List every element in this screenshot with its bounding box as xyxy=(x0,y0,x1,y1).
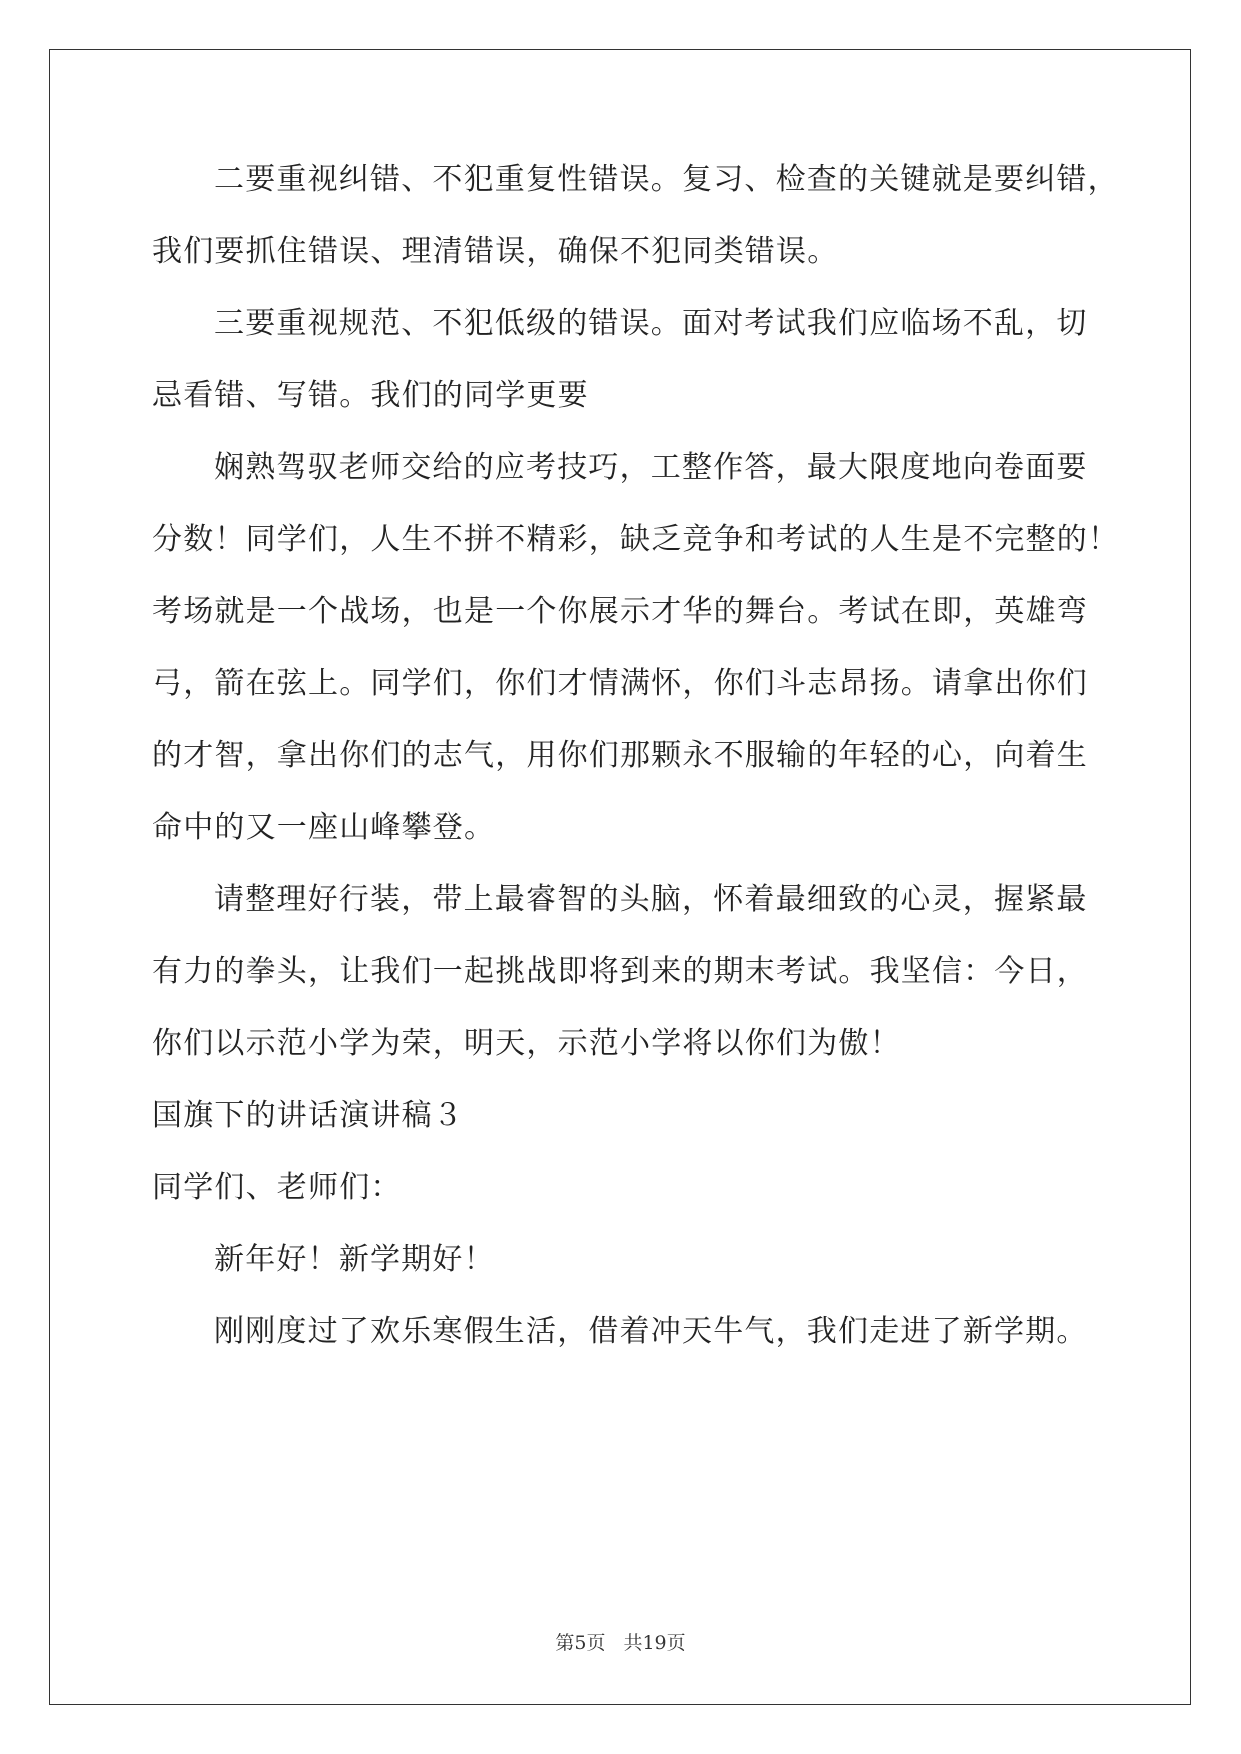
text-line-11: 请整理好行装，带上最睿智的头脑，怀着最细致的心灵，握紧最 xyxy=(214,882,1088,917)
page-number: 第5页 xyxy=(555,1632,606,1654)
text-line-8: 弓，箭在弦上。同学们，你们才情满怀，你们斗志昂扬。请拿出你们 xyxy=(152,666,1088,701)
text-line-4: 忌看错、写错。我们的同学更要 xyxy=(152,378,589,413)
page-border xyxy=(49,49,1191,1705)
text-line-3: 三要重视规范、不犯低级的错误。面对考试我们应临场不乱，切 xyxy=(214,306,1088,341)
text-line-2: 我们要抓住错误、理清错误，确保不犯同类错误。 xyxy=(152,234,839,269)
salutation: 同学们、老师们： xyxy=(152,1170,402,1205)
page-footer xyxy=(0,1628,1241,1655)
text-line-1: 二要重视纠错、不犯重复性错误。复习、检查的关键就是要纠错， xyxy=(214,162,1119,197)
text-line-10: 命中的又一座山峰攀登。 xyxy=(152,810,496,845)
text-line-13: 你们以示范小学为荣，明天，示范小学将以你们为傲！ xyxy=(152,1026,901,1061)
text-line-6: 分数！同学们，人生不拼不精彩，缺乏竞争和考试的人生是不完整的！ xyxy=(152,522,1120,557)
text-line-17: 刚刚度过了欢乐寒假生活，借着冲天牛气，我们走进了新学期。 xyxy=(214,1314,1088,1349)
text-line-5: 娴熟驾驭老师交给的应考技巧，工整作答，最大限度地向卷面要 xyxy=(214,450,1088,485)
section-heading: 国旗下的讲话演讲稿３ xyxy=(152,1098,464,1133)
page-total: 共19页 xyxy=(623,1632,686,1654)
text-line-16: 新年好！新学期好！ xyxy=(214,1242,495,1277)
text-line-12: 有力的拳头，让我们一起挑战即将到来的期末考试。我坚信：今日， xyxy=(152,954,1088,989)
text-line-9: 的才智，拿出你们的志气，用你们那颗永不服输的年轻的心，向着生 xyxy=(152,738,1088,773)
text-line-7: 考场就是一个战场，也是一个你展示才华的舞台。考试在即，英雄弯 xyxy=(152,594,1088,629)
